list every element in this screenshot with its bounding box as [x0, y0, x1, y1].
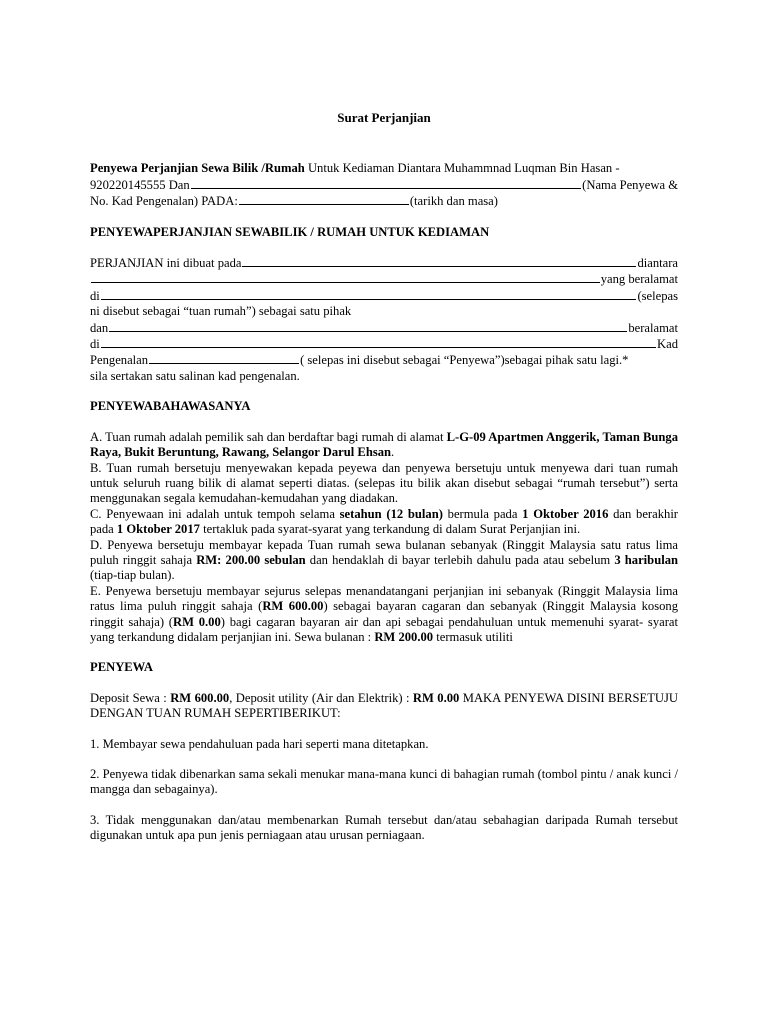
agreement-line-1b: diantara	[637, 256, 678, 271]
blank-line	[109, 320, 627, 332]
agreement-line-8: sila sertakan satu salinan kad pengenalan.	[90, 368, 300, 383]
agreement-line-1a: PERJANJIAN ini dibuat pada	[90, 256, 242, 271]
section-heading-agreement: PENYEWAPERJANJIAN SEWABILIK / RUMAH UNTUK KEDIAMAN	[90, 224, 490, 239]
clause-c: C. Penyewaan ini adalah untuk tempoh selama setahun (12 bulan) bermula pada 1 Oktober 2016 dan berakhir pada 1 Oktober 2017 tertakluk pada syarat-syarat yang terkandung di dalam Surat Perjanjian ini.	[90, 506, 679, 537]
section-heading-whereas: PENYEWABAHAWASANYA	[90, 399, 251, 414]
document-body	[90, 110, 678, 844]
list-item: 1. Membayar sewa pendahuluan pada hari seperti mana ditetapkan.	[90, 736, 429, 751]
intro-text-4: No. Kad Pengenalan) PADA:	[90, 194, 238, 209]
blank-line	[242, 255, 636, 267]
agreement-line-6b: Kad	[657, 337, 678, 352]
agreement-line-4: ni disebut sebagai “tuan rumah”) sebagai satu pihak	[90, 304, 352, 319]
clause-b: B. Tuan rumah bersetuju menyewakan kepada peyewa dan penyewa bersetuju untuk menyewa dari tuan rumah untuk seluruh ruang bilik di alamat seperti diatas. (selepas itu bilik akan disebut sebagai “rumah tersebut”) serta menggunakan segala kemudahan-kemudahan yang diadakan.	[90, 460, 678, 506]
blank-line	[101, 336, 656, 348]
intro-text-1: Untuk Kediaman Diantara Muhammnad Luqman Bin Hasan -	[304, 161, 620, 176]
intro-bold: Penyewa Perjanjian Sewa Bilik /Rumah	[90, 161, 305, 176]
document-title: Surat Perjanjian	[337, 110, 431, 125]
blank-line	[149, 352, 299, 364]
clause-d: D. Penyewa bersetuju membayar kepada Tuan rumah sewa bulanan sebanyak (Ringgit Malaysia satu ratus lima puluh ringgit sahaja RM: 200.00 sebulan dan hendaklah di bayar terlebih dahulu pada atau sebelum 3 haribulan (tiap-tiap bulan).	[90, 537, 678, 583]
intro-text-5: (tarikh dan masa)	[409, 194, 498, 209]
clauses	[90, 430, 678, 646]
intro-text-2: 920220145555 Dan	[90, 177, 190, 192]
agreement-line-7a: Pengenalan	[90, 353, 149, 368]
agreement-line-3b: (selepas	[637, 288, 678, 303]
blank-line	[191, 177, 581, 189]
intro-text-3: (Nama Penyewa &	[582, 177, 678, 192]
blank-line	[101, 288, 637, 300]
agreement-line-6a: di	[90, 337, 100, 352]
agreement-line-7b: ( selepas ini disebut sebagai “Penyewa”)sebagai pihak satu lagi.*	[300, 353, 629, 368]
deposit-paragraph: Deposit Sewa : RM 600.00, Deposit utility (Air dan Elektrik) : RM 0.00 MAKA PENYEWA DISINI BERSETUJU DENGAN TUAN RUMAH SEPERTIBERIKUT:	[90, 690, 678, 721]
clause-e: E. Penyewa bersetuju membayar sejurus selepas menandatangani perjanjian ini sebanyak (Ringgit Malaysia lima ratus lima puluh ringgit sahaja (RM 600.00) sebagai bayaran cagaran dan sebanyak (Ringgit Malaysia kosong ringgit sahaja) (RM 0.00) bagi cagaran bayaran air dan api sebagai pendahuluan untuk memenuhi syarat- syarat yang terkandung didalam perjanjian ini. Sewa bulanan : RM 200.00 termasuk utiliti	[90, 583, 679, 644]
agreement-line-5b: beralamat	[628, 320, 678, 335]
agreement-line-5a: dan	[90, 320, 109, 335]
agreement-line-3a: di	[90, 288, 100, 303]
clause-a: A. Tuan rumah adalah pemilik sah dan berdaftar bagi rumah di alamat L-G-09 Apartmen Anggerik, Taman Bunga Raya, Bukit Beruntung, Rawang, Selangor Darul Ehsan.	[90, 429, 679, 460]
intro-paragraph	[90, 161, 678, 209]
agreement-line-2b: yang beralamat	[600, 272, 678, 287]
blank-line	[91, 271, 600, 283]
section-heading-tenant: PENYEWA	[90, 660, 153, 675]
blank-line	[239, 193, 409, 205]
list-item: 3. Tidak menggunakan dan/atau membenarkan Rumah tersebut dan/atau sebahagian daripada Rumah tersebut digunakan untuk apa pun jenis perniagaan atau urusan perniagaan.	[90, 812, 678, 843]
list-item: 2. Penyewa tidak dibenarkan sama sekali menukar mana-mana kunci di bahagian rumah (tombol pintu / anak kunci / mangga dan sebagainya).	[90, 767, 678, 797]
agreement-paragraph	[90, 255, 678, 384]
